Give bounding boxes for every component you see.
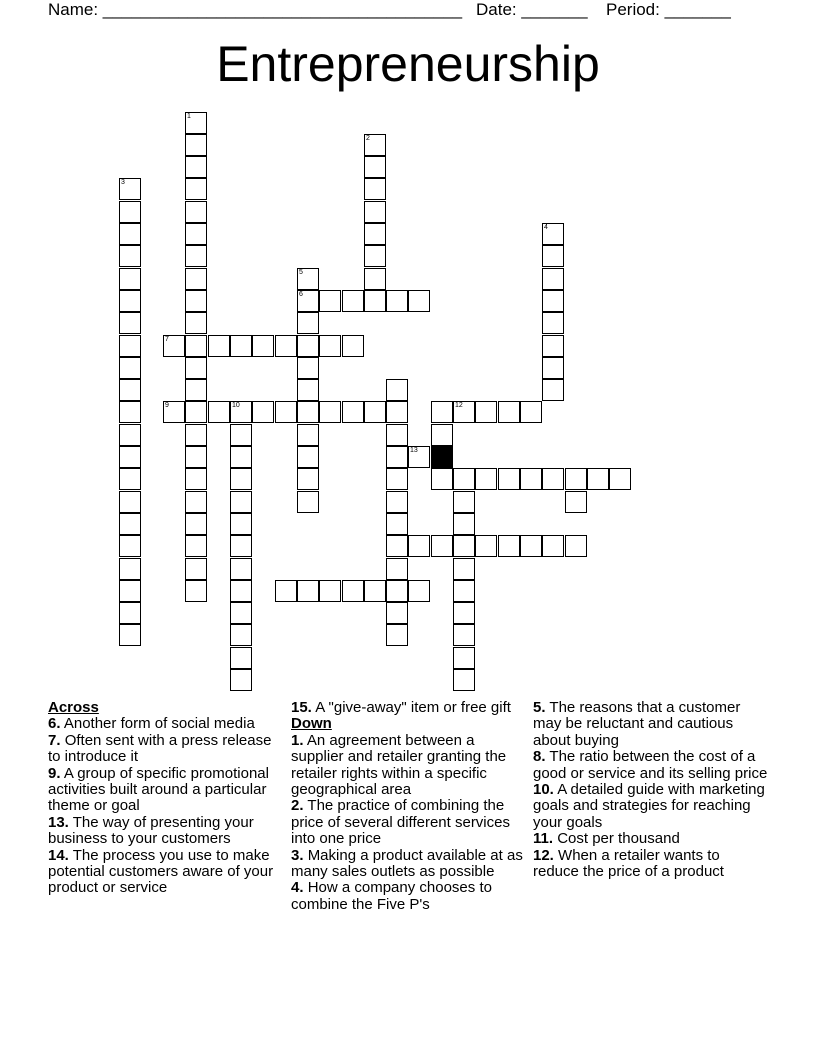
across-clue: 14. The process you use to make potential customers aware of your product or service — [48, 846, 274, 897]
page-title: Entrepreneurship — [216, 36, 600, 92]
crossword-cell[interactable] — [364, 580, 386, 602]
crossword-cell[interactable] — [297, 379, 319, 401]
crossword-cell[interactable] — [119, 268, 141, 290]
crossword-cell[interactable] — [297, 491, 319, 513]
crossword-cell[interactable] — [297, 290, 319, 312]
crossword-cell[interactable] — [119, 446, 141, 468]
crossword-cell[interactable] — [297, 580, 319, 602]
crossword-cell[interactable] — [565, 468, 587, 490]
crossword-cell[interactable] — [386, 513, 408, 535]
crossword-cell[interactable] — [453, 491, 475, 513]
crossword-cell[interactable] — [208, 335, 230, 357]
crossword-cell[interactable] — [185, 468, 207, 490]
crossword-cell[interactable] — [119, 468, 141, 490]
crossword-cell[interactable] — [453, 647, 475, 669]
crossword-cell[interactable] — [431, 468, 453, 490]
crossword-cell[interactable] — [565, 491, 587, 513]
crossword-cell[interactable] — [185, 446, 207, 468]
crossword-cell[interactable] — [230, 424, 252, 446]
crossword-cell[interactable] — [386, 290, 408, 312]
crossword-cell[interactable] — [431, 424, 453, 446]
crossword-cell[interactable] — [185, 357, 207, 379]
crossword-cell[interactable] — [119, 535, 141, 557]
crossword-cell[interactable] — [275, 401, 297, 423]
crossword-cell[interactable] — [230, 535, 252, 557]
crossword-cell[interactable] — [119, 245, 141, 267]
clues-column-1 — [48, 700, 284, 897]
crossword-cell[interactable] — [587, 468, 609, 490]
clue-number: 7 — [165, 336, 169, 343]
crossword-cell[interactable] — [230, 513, 252, 535]
crossword-cell[interactable] — [542, 357, 564, 379]
crossword-cell[interactable] — [386, 468, 408, 490]
across-clue: 9. A group of specific promotional activities built around a particular theme or goal — [48, 764, 269, 815]
crossword-cell[interactable] — [185, 379, 207, 401]
crossword-cell[interactable] — [342, 401, 364, 423]
crossword-cell[interactable] — [185, 178, 207, 200]
crossword-cell[interactable] — [431, 401, 453, 423]
crossword-cell[interactable] — [453, 580, 475, 602]
crossword-cell[interactable] — [185, 558, 207, 580]
blocked-square — [431, 446, 453, 468]
crossword-cell[interactable] — [185, 312, 207, 334]
crossword-cell[interactable] — [408, 535, 430, 557]
crossword-cell[interactable] — [520, 401, 542, 423]
crossword-cell[interactable] — [185, 513, 207, 535]
crossword-cell[interactable] — [297, 335, 319, 357]
crossword-cell[interactable] — [230, 491, 252, 513]
crossword-cell[interactable] — [386, 491, 408, 513]
crossword-cell[interactable] — [475, 468, 497, 490]
crossword-cell[interactable] — [185, 245, 207, 267]
down-clue: 4. How a company chooses to combine the Five P's — [291, 879, 492, 913]
crossword-cell[interactable] — [252, 335, 274, 357]
crossword-cell[interactable] — [453, 401, 475, 423]
crossword-cell[interactable] — [386, 624, 408, 646]
crossword-cell[interactable] — [542, 290, 564, 312]
crossword-cell[interactable] — [163, 401, 185, 423]
crossword-cell[interactable] — [364, 201, 386, 223]
clue-number: 9 — [165, 402, 169, 409]
crossword-cell[interactable] — [230, 647, 252, 669]
clue-number: 3 — [121, 179, 125, 186]
crossword-cell[interactable] — [185, 290, 207, 312]
crossword-cell[interactable] — [408, 580, 430, 602]
crossword-cell[interactable] — [297, 401, 319, 423]
down-clue: 2. The practice of combining the price of several different services into one price — [291, 797, 510, 848]
crossword-cell[interactable] — [364, 401, 386, 423]
crossword-cell[interactable] — [386, 558, 408, 580]
crossword-cell[interactable] — [342, 290, 364, 312]
crossword-cell[interactable] — [386, 446, 408, 468]
across-clue: 13. The way of presenting your business to your customers — [48, 813, 254, 848]
crossword-cell[interactable] — [520, 535, 542, 557]
clues-column-2 — [291, 700, 527, 913]
across-clue: 7. Often sent with a press release to introduce it — [48, 731, 272, 766]
crossword-cell[interactable] — [185, 491, 207, 513]
crossword-cell[interactable] — [230, 335, 252, 357]
crossword-cell[interactable] — [453, 535, 475, 557]
crossword-cell[interactable] — [119, 223, 141, 245]
down-heading: Down — [291, 715, 332, 733]
crossword-cell[interactable] — [364, 245, 386, 267]
crossword-cell[interactable] — [453, 468, 475, 490]
crossword-cell[interactable] — [565, 535, 587, 557]
down-clue: 1. An agreement between a supplier and retailer granting the retailer rights within a specific geographical area — [291, 731, 507, 799]
down-clue: 11. Cost per thousand — [533, 830, 680, 848]
crossword-cell[interactable] — [364, 223, 386, 245]
crossword-cell[interactable] — [319, 290, 341, 312]
crossword-cell[interactable] — [297, 357, 319, 379]
crossword-cell[interactable] — [185, 223, 207, 245]
crossword-cell[interactable] — [185, 424, 207, 446]
crossword-cell[interactable] — [185, 134, 207, 156]
crossword-cell[interactable] — [185, 580, 207, 602]
crossword-cell[interactable] — [342, 335, 364, 357]
crossword-cell[interactable] — [386, 424, 408, 446]
crossword-cell[interactable] — [542, 268, 564, 290]
crossword-cell[interactable] — [297, 268, 319, 290]
crossword-cell[interactable] — [185, 535, 207, 557]
crossword-cell[interactable] — [408, 446, 430, 468]
crossword-cell[interactable] — [185, 268, 207, 290]
down-clue: 8. The ratio between the cost of a good or service and its selling price — [533, 748, 768, 782]
crossword-cell[interactable] — [386, 379, 408, 401]
crossword-cell[interactable] — [185, 156, 207, 178]
crossword-cell[interactable] — [319, 580, 341, 602]
crossword-cell[interactable] — [119, 178, 141, 200]
crossword-cell[interactable] — [342, 580, 364, 602]
crossword-cell[interactable] — [119, 558, 141, 580]
crossword-cell[interactable] — [498, 468, 520, 490]
crossword-cell[interactable] — [408, 290, 430, 312]
crossword-cell[interactable] — [453, 669, 475, 691]
crossword-cell[interactable] — [498, 401, 520, 423]
crossword-cell[interactable] — [297, 424, 319, 446]
crossword-cell[interactable] — [364, 268, 386, 290]
crossword-cell[interactable] — [386, 602, 408, 624]
clue-number: 6 — [299, 291, 303, 298]
down-clue: 10. A detailed guide with marketing goals and strategies for reaching your goals — [533, 781, 765, 831]
crossword-cell[interactable] — [119, 491, 141, 513]
crossword-cell[interactable] — [542, 223, 564, 245]
crossword-cell[interactable] — [319, 335, 341, 357]
crossword-cell[interactable] — [364, 156, 386, 178]
crossword-cell[interactable] — [185, 201, 207, 223]
crossword-cell[interactable] — [297, 312, 319, 334]
crossword-cell[interactable] — [119, 401, 141, 423]
across-clue: 15. A "give-away" item or free gift — [291, 699, 511, 716]
name-field[interactable]: Name: ______________________________________ — [48, 0, 463, 19]
crossword-cell[interactable] — [275, 580, 297, 602]
crossword-cell[interactable] — [386, 580, 408, 602]
clue-number: 2 — [366, 135, 370, 142]
crossword-cell[interactable] — [119, 624, 141, 646]
crossword-cell[interactable] — [119, 290, 141, 312]
crossword-cell[interactable] — [230, 446, 252, 468]
crossword-cell[interactable] — [119, 379, 141, 401]
crossword-cell[interactable] — [364, 178, 386, 200]
crossword-cell[interactable] — [163, 335, 185, 357]
crossword-cell[interactable] — [386, 535, 408, 557]
crossword-cell[interactable] — [230, 468, 252, 490]
crossword-cell[interactable] — [230, 602, 252, 624]
crossword-cell[interactable] — [542, 379, 564, 401]
crossword-cell[interactable] — [364, 134, 386, 156]
crossword-cell[interactable] — [119, 513, 141, 535]
crossword-cell[interactable] — [297, 468, 319, 490]
across-clue: 6. Another form of social media — [48, 715, 255, 733]
crossword-cell[interactable] — [119, 312, 141, 334]
crossword-cell[interactable] — [542, 335, 564, 357]
crossword-cell[interactable] — [230, 558, 252, 580]
down-clue: 3. Making a product available at as many sales outlets as possible — [291, 846, 523, 881]
clues-column-3 — [533, 700, 769, 880]
down-clue: 5. The reasons that a customer may be reluctant and cautious about buying — [533, 699, 741, 749]
crossword-cell[interactable] — [498, 535, 520, 557]
crossword-cell[interactable] — [185, 335, 207, 357]
crossword-cell[interactable] — [453, 624, 475, 646]
crossword-cell[interactable] — [230, 401, 252, 423]
clue-number: 12 — [455, 402, 463, 409]
crossword-cell[interactable] — [542, 535, 564, 557]
date-field[interactable]: Date: _______ — [476, 0, 588, 19]
crossword-cell[interactable] — [230, 669, 252, 691]
crossword-cell[interactable] — [119, 201, 141, 223]
crossword-cell[interactable] — [319, 401, 341, 423]
clue-number: 10 — [232, 402, 240, 409]
crossword-cell[interactable] — [386, 401, 408, 423]
clue-number: 4 — [544, 224, 548, 231]
crossword-cell[interactable] — [119, 335, 141, 357]
across-heading: Across — [48, 699, 99, 716]
crossword-cell[interactable] — [542, 312, 564, 334]
crossword-cell[interactable] — [119, 357, 141, 379]
crossword-cell[interactable] — [453, 513, 475, 535]
crossword-cell[interactable] — [542, 468, 564, 490]
crossword-cell[interactable] — [252, 401, 274, 423]
crossword-cell[interactable] — [119, 580, 141, 602]
crossword-cell[interactable] — [475, 535, 497, 557]
clue-number: 5 — [299, 269, 303, 276]
period-field[interactable]: Period: _______ — [606, 0, 731, 19]
crossword-cell[interactable] — [364, 290, 386, 312]
crossword-cell[interactable] — [119, 602, 141, 624]
crossword-cell[interactable] — [431, 535, 453, 557]
crossword-cell[interactable] — [208, 401, 230, 423]
crossword-cell[interactable] — [119, 424, 141, 446]
down-clue: 12. When a retailer wants to reduce the price of a product — [533, 846, 724, 881]
crossword-cell[interactable] — [542, 245, 564, 267]
crossword-cell[interactable] — [230, 624, 252, 646]
clue-number: 13 — [410, 447, 418, 454]
crossword-cell[interactable] — [185, 112, 207, 134]
crossword-cell[interactable] — [275, 335, 297, 357]
crossword-cell[interactable] — [609, 468, 631, 490]
crossword-cell[interactable] — [453, 602, 475, 624]
crossword-cell[interactable] — [297, 446, 319, 468]
crossword-cell[interactable] — [475, 401, 497, 423]
crossword-cell[interactable] — [520, 468, 542, 490]
crossword-cell[interactable] — [185, 401, 207, 423]
crossword-cell[interactable] — [230, 580, 252, 602]
clue-number: 1 — [187, 113, 191, 120]
crossword-cell[interactable] — [453, 558, 475, 580]
